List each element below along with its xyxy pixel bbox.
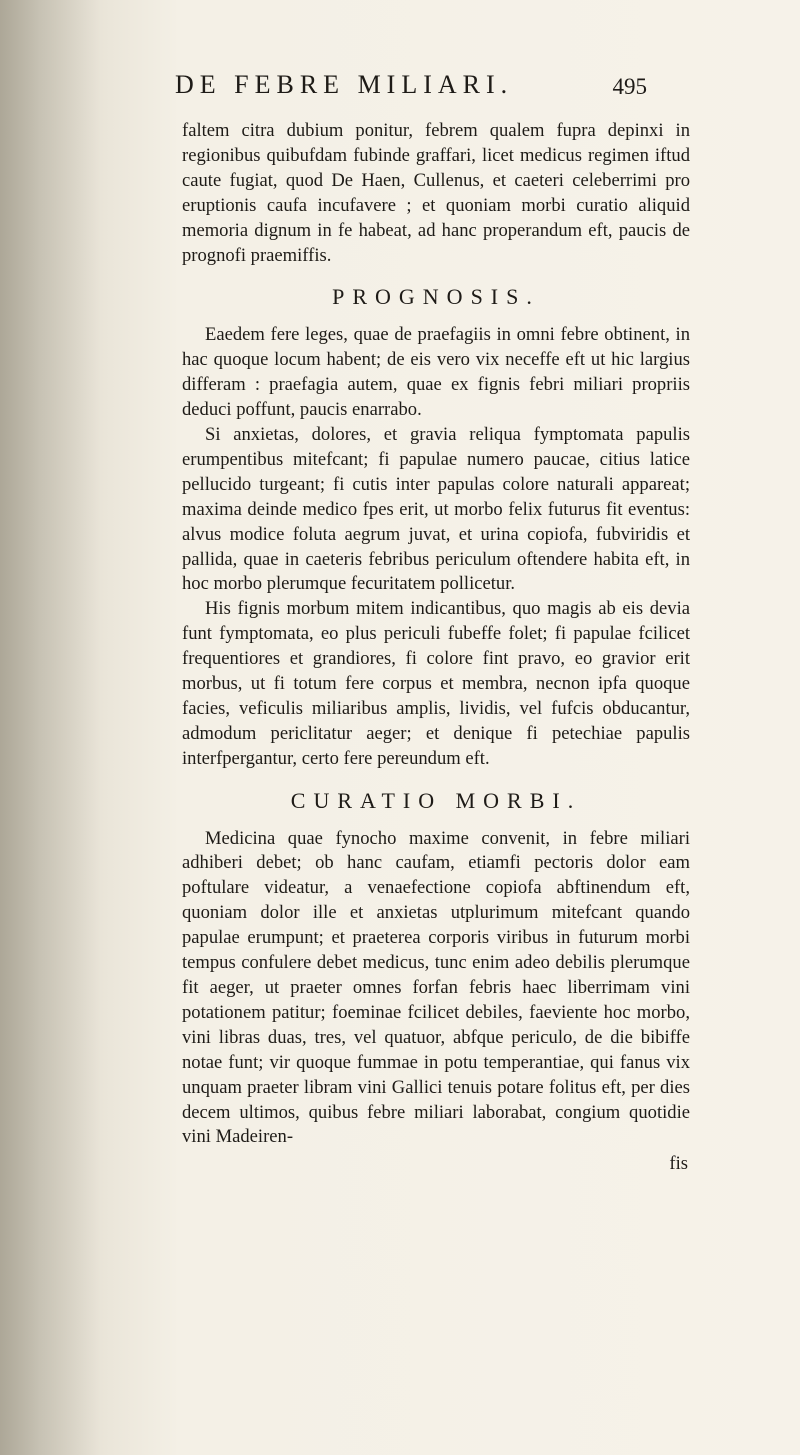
page-gutter-shadow — [0, 0, 100, 1455]
paragraph-continuation: faltem citra dubium ponitur, febrem qualem fupra depinxi in regionibus quibufdam fubinde graffari, licet medicus regimen iftud caute fugiat, quod De Haen, Cullenus, et caeteri celeberrimi pro eruptionis caufa incufavere ; et quoniam morbi curatio aliquid memoria dignum in fe habeat, ad hanc properandum eft, paucis de prognofi praemiffis. — [182, 120, 690, 266]
running-title: DE FEBRE MILIARI. — [175, 70, 514, 99]
paragraph-prognosis-2: Si anxietas, dolores, et gravia reliqua fymptomata papulis erumpentibus mitefcant; fi papulae numero paucae, citius latice pellucido turgeant; fi cutis inter papulas colore naturali appareat; maxima deinde medico fpes erit, ut morbo felix futurus fit eventus: alvus modice foluta aegrum juvat, et urina copiofa, fubviridis et pallida, quae in caeteris febribus periculum oftendere habita eft, in hoc morbo plerumque fecuritatem pollicetur. — [182, 423, 690, 595]
catchword: fis — [669, 1153, 688, 1175]
paragraph-curatio-1: Medicina quae fynocho maxime convenit, in febre miliari adhiberi debet; ob hanc caufam, etiamfi pectoris dolor eam poftulare videatur, a venaefectione copiofa abftinendum eft, quoniam dolor ille et anxietas utplurimum mitefcant quando papulae erumpunt; et praeterea corporis viribus in futurum morbi tempus confulere debet medicus, tunc enim adeo debilis plerumque fit aeger, ut praeter omnes forfan febris haec liberrimam vini potationem patitur; foeminae fcilicet debiles, faeviente hoc morbo, vini libras duas, tres, vel quatuor, abfque periculo, de die bibiffe notae funt; vir quoque fummae in potu temperantiae, qui fanus vix unquam praeter libram vini Gallici tenuis potare folitus eft, per dies decem ultimos, quibus febre miliari laborabat, congium quotidie vini Madeiren- — [182, 827, 690, 1148]
section-heading-curatio: CURATIO MORBI. — [290, 787, 582, 813]
page-number: 495 — [612, 74, 647, 99]
body-text — [182, 119, 690, 1177]
paragraph-prognosis-1: Eaedem fere leges, quae de praefagiis in omni febre obtinent, in hac quoque locum habent; de eis vero vix neceffe eft ut hic largius differam : praefagia autem, quae ex fignis febri miliari propriis deduci poffunt, paucis enarrabo. — [182, 324, 690, 421]
paragraph-prognosis-3: His fignis morbum mitem indicantibus, quo magis ab eis devia funt fymptomata, eo plus periculi fubeffe folet; fi papulae fcilicet frequentiores et grandiores, fi colore fint pravo, eo gravior erit morbus, ut fi totum fere corpus et membra, necnon ipfa quoque facies, veficulis miliaribus amplis, lividis, vel fufcis obducantur, admodum periclitatur aeger; et denique fi petechiae papulis interfpergantur, certo fere pereundum eft. — [182, 598, 690, 769]
page-header — [175, 70, 645, 104]
section-heading-prognosis: PROGNOSIS. — [332, 284, 540, 310]
